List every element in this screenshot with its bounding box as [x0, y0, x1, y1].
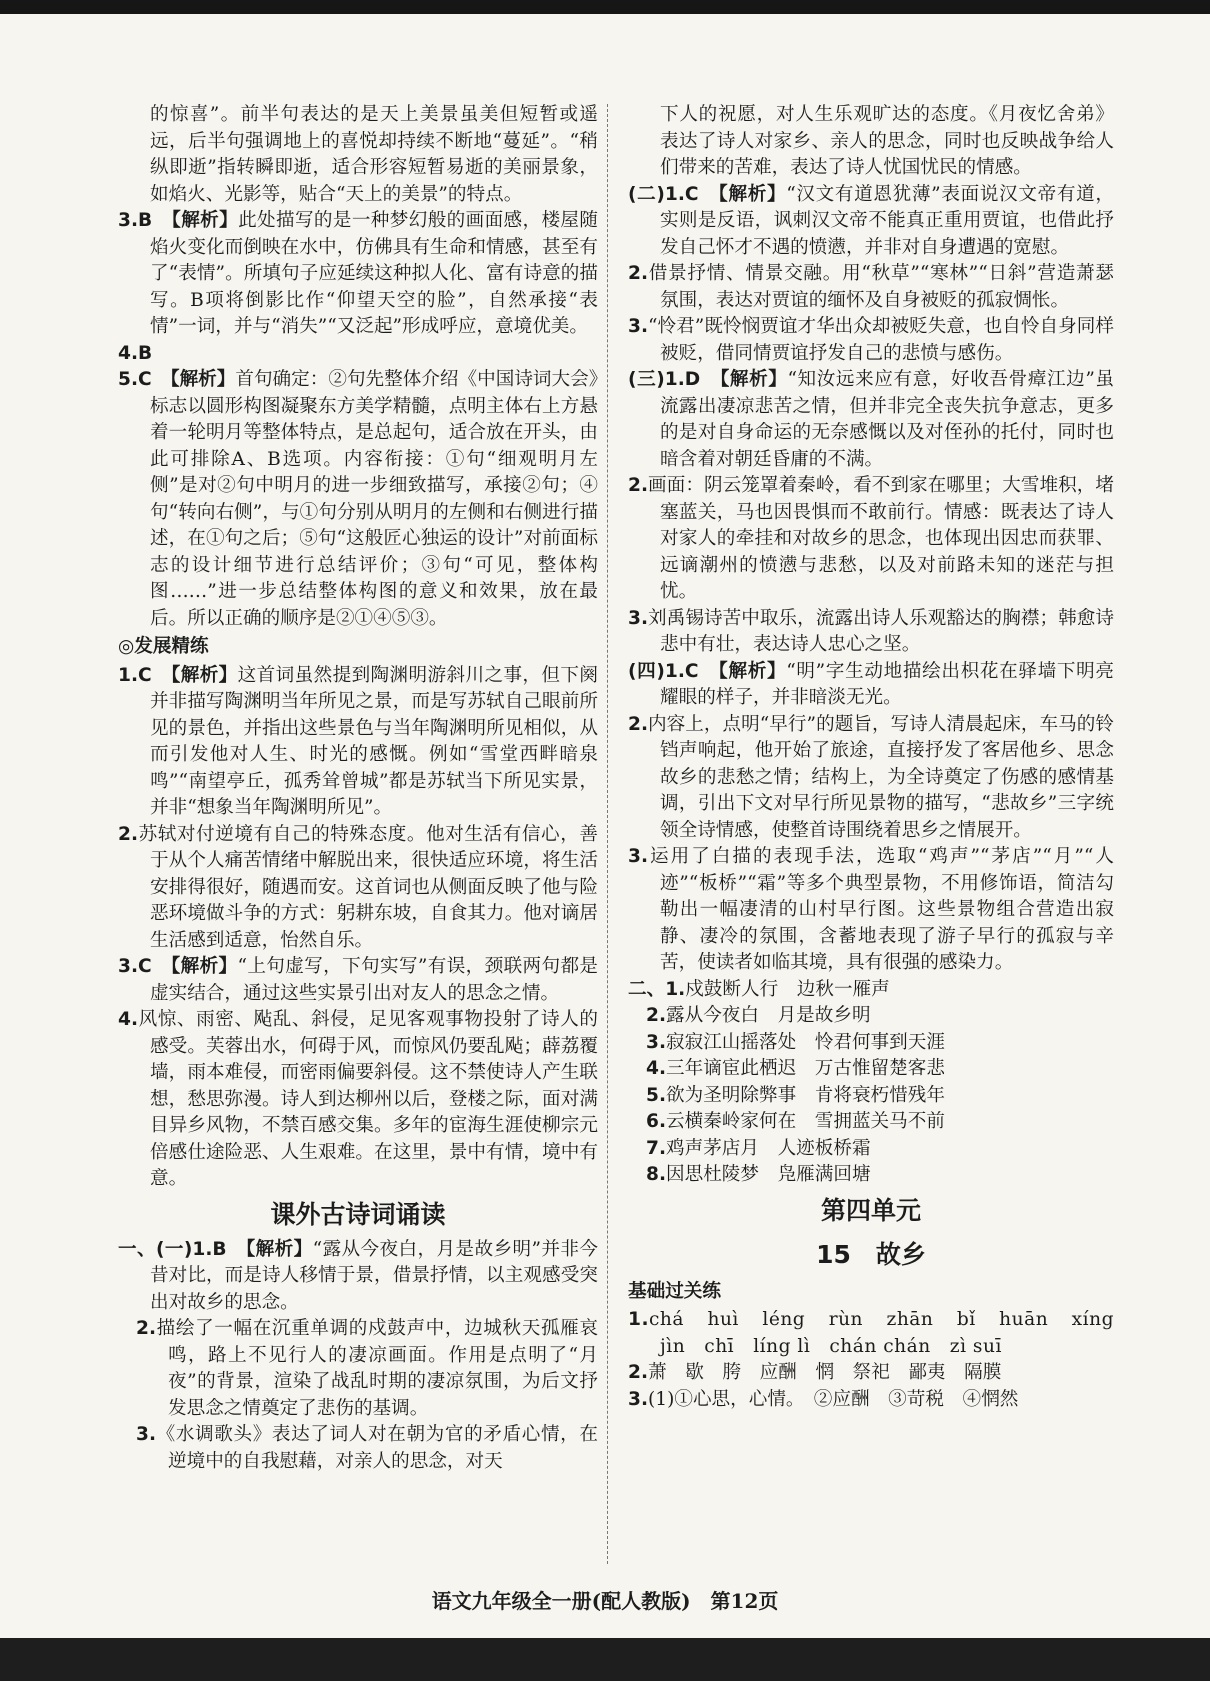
answer-item — [628, 314, 1114, 367]
answer-number: 1.C — [118, 664, 152, 686]
answer-item — [628, 1307, 1134, 1360]
section-heading: ◎发展精练 — [118, 636, 209, 657]
answer-number: 2. — [628, 263, 649, 284]
analysis-marker: 【解析】 — [170, 369, 236, 390]
answer-number: 3. — [628, 607, 649, 629]
answer-number: 3.C — [118, 956, 152, 977]
answer-text: 寂寂江山摇落处 怜君何事到天涯 — [666, 1031, 945, 1053]
answer-item — [628, 659, 1114, 712]
answer-number: 二、1. — [628, 978, 686, 1000]
answer-number: (二)1.C — [628, 183, 699, 205]
analysis-marker: 【解析】 — [720, 369, 788, 390]
answer-text: 云横秦岭家何在 雪拥蓝关马不前 — [666, 1111, 945, 1132]
answer-text: 运用了白描的表现手法，选取“鸡声”“茅店”“月”“人迹”“板桥”“霜”等多个典型景物，不用修饰语，简洁勾勒出一幅凄清的山村早行图。这些景物组合营造出寂静、凄冷的氛围，含蓄地表现了游子早行的孤寂与辛苦，使读者如临其境，具有很强的感染力。 — [648, 846, 1114, 973]
answer-item — [118, 822, 598, 955]
answer-number: 4.B — [118, 342, 153, 364]
answer-item — [118, 663, 598, 822]
section-heading: 基础过关练 — [628, 1280, 721, 1302]
answer-item — [628, 1083, 1114, 1110]
answer-text: 萧 歇 胯 应酬 惘 祭祀 鄙夷 隔膜 — [648, 1362, 1002, 1383]
answer-item — [628, 1056, 1114, 1083]
analysis-marker: 【解析】 — [718, 660, 787, 682]
answer-text: 因思杜陵梦 凫雁满回塘 — [666, 1164, 871, 1185]
answer-number: 3. — [628, 846, 649, 867]
answer-number: 3. — [136, 1424, 157, 1445]
answer-number: 2. — [628, 713, 649, 735]
answer-item — [628, 1030, 1114, 1057]
answer-text: 借景抒情、情景交融。用“秋草”“寒林”“日斜”营造萧瑟氛围，表达对贾谊的缅怀及自身被贬的孤寂惆怅。 — [648, 263, 1114, 311]
answer-item — [118, 1007, 598, 1193]
section-title: 15 故乡 — [816, 1239, 926, 1269]
answer-text: 戍鼓断人行 边秋一雁声 — [685, 978, 890, 1000]
answer-item — [628, 1360, 1114, 1387]
answer-text: 内容上，点明“早行”的题旨，写诗人清晨起床，车马的铃铛声响起，他开始了旅途，直接抒发了客居他乡、思念故乡的悲愁之情；结构上，为全诗奠定了伤感的感情基调，引出下文对早行所见景物的描写，“悲故乡”三字统领全诗情感，使整首诗围绕着思乡之情展开。 — [648, 713, 1114, 841]
answer-number: 5.C — [118, 369, 152, 390]
answer-number: 3. — [628, 1388, 649, 1410]
answer-number: (四)1.C — [628, 660, 699, 682]
answer-item — [628, 606, 1114, 659]
answer-text: “怜君”既怜悯贾谊才华出众却被贬失意，也自怜自身同样被贬，借同情贾谊抒发自己的悲愤与感伤。 — [648, 316, 1114, 364]
answer-number: 2. — [646, 1005, 667, 1026]
answer-item — [628, 1162, 1114, 1189]
answer-number: (三)1.D — [628, 369, 701, 390]
answer-text: (1)①心思，心情。 ②应酬 ③苛税 ④惘然 — [648, 1388, 1019, 1410]
answer-text: “汉文有道恩犹薄”表面说汉文帝有道，实则是反语，讽刺汉文帝不能真正重用贾谊，也借此抒发自己怀才不遇的愤懑，并非对自身遭遇的宽慰。 — [660, 183, 1114, 258]
answer-text: 风惊、雨密、飐乱、斜侵，足见客观事物投射了诗人的感受。芙蓉出水，何碍于风，而惊风仍要乱飐；薜荔覆墙，雨本难侵，而密雨偏要斜侵。这不禁使诗人产生联想，愁思弥漫。诗人到达柳州以后，登楼之际，面对满目异乡风物，不禁百感交集。多年的宦海生涯使柳宗元倍感仕途险恶、人生艰难。在这里，景中有情，境中有意。 — [138, 1009, 598, 1189]
answer-item — [118, 1422, 598, 1475]
answer-item — [628, 1136, 1114, 1163]
section-title: 课外古诗词诵读 — [270, 1199, 446, 1229]
answer-item — [628, 473, 1114, 606]
answer-text: 三年谪宦此栖迟 万古惟留楚客悲 — [666, 1058, 945, 1079]
answer-number: 一、(一)1.B — [118, 1238, 227, 1260]
analysis-marker: 【解析】 — [245, 1238, 313, 1260]
analysis-marker: 【解析】 — [170, 956, 238, 977]
answer-text: “露从今夜白，月是故乡明”并非今昔对比，而是诗人移情于景，借景抒情，以主观感受突出对故乡的思念。 — [150, 1238, 598, 1313]
answer-item — [628, 977, 1114, 1004]
answer-text: 画面：阴云笼罩着秦岭，看不到家在哪里；大雪堆积，堵塞蓝关，马也因畏惧而不敢前行。情感：既表达了诗人对家人的牵挂和对故乡的思念，也体现出因忠而获罪、远谪潮州的愤懑与悲愁，以及对前路未知的迷茫与担忧。 — [648, 475, 1114, 602]
section-title: 第四单元 — [820, 1195, 921, 1225]
answer-number: 1. — [628, 1309, 650, 1330]
answer-number: 7. — [646, 1137, 667, 1159]
analysis-marker: 【解析】 — [171, 664, 238, 686]
answer-item — [628, 1387, 1114, 1414]
analysis-marker: 【解析】 — [718, 183, 787, 205]
answer-number: 3.B — [118, 210, 153, 231]
answer-number: 2. — [136, 1318, 157, 1339]
answer-text: 欲为圣明除弊事 肯将衰朽惜残年 — [666, 1084, 945, 1106]
answer-number: 2. — [628, 1362, 649, 1383]
answer-number: 2. — [628, 475, 649, 496]
answer-number: 6. — [646, 1111, 667, 1132]
answer-text: “上句虚写，下句实写”有误，颈联两句都是虚实结合，通过这些实景引出对友人的思念之情。 — [150, 956, 598, 1004]
answer-item — [118, 341, 598, 368]
answer-item — [628, 1003, 1114, 1030]
answer-item — [628, 261, 1114, 314]
analysis-marker: 【解析】 — [171, 210, 239, 231]
answer-number: 4. — [646, 1058, 667, 1079]
answer-item — [628, 367, 1114, 473]
answer-text: 苏轼对付逆境有自己的特殊态度。他对生活有信心，善于从个人痛苦情绪中解脱出来，很快适应环境，将生活安排得很好，随遇而安。这首词也从侧面反映了他与险恶环境做斗争的方式：躬耕东坡，自食其力。他对谪居生活感到适意，怡然自乐。 — [138, 823, 598, 951]
answer-text: 露从今夜白 月是故乡明 — [666, 1005, 871, 1026]
answer-text: 此处描写的是一种梦幻般的画面感，楼屋随焰火变化而倒映在水中，仿佛具有生命和情感，甚至有了“表情”。所填句子应延续这种拟人化、富有诗意的描写。B项将倒影比作“仰望天空的脸”，自然承接“表情”一词，并与“消失”“又泛起”形成呼应，意境优美。 — [150, 210, 598, 337]
answer-text: 描绘了一幅在沉重单调的戍鼓声中，边城秋天孤雁哀鸣，路上不见行人的凄凉画面。作用是点明了“月夜”的背景，渲染了战乱时期的凄凉氛围，为后文抒发思念之情奠定了悲伤的基调。 — [156, 1318, 598, 1419]
answer-text: chá huì léng rùn zhān bǐ huān xíng jìn chī líng lì chán chán zì suī — [649, 1309, 1134, 1357]
answer-item — [118, 1316, 598, 1422]
answer-item — [118, 1237, 598, 1317]
answer-text: 首句确定：②句先整体介绍《中国诗词大会》标志以圆形构图凝聚东方美学精髓，点明主体右上方悬着一轮明月等整体特点，是总起句，适合放在开头，由此可排除A、B选项。内容衔接：①句“细观明月左侧”是对②句中明月的进一步细致描写，承接②句；④句“转向右侧”，与①句分别从明月的左侧和右侧进行描述，在①句之后；⑤句“这般匠心独运的设计”对前面标志的设计细节进行总结评价；③句“可见，整体构图……”进一步总结整体构图的意义和效果，放在最后。所以正确的顺序是②①④⑤③。 — [150, 369, 598, 629]
page-footer: 语文九年级全一册(配人教版) 第12页 — [431, 1589, 779, 1613]
answer-item — [118, 367, 598, 632]
paragraph: 下人的祝愿，对人生乐观旷达的态度。《月夜忆舍弟》表达了诗人对家乡、亲人的思念，同时也反映战争给人们带来的苦难，表达了诗人忧国忧民的情感。 — [660, 104, 1114, 178]
paragraph: 的惊喜”。前半句表达的是天上美景虽美但短暂或遥远，后半句强调地上的喜悦却持续不断地“蔓延”。“稍纵即逝”指转瞬即逝，适合形容短暂易逝的美丽景象，如焰火、光影等，贴合“天上的美景”的特点。 — [150, 104, 598, 205]
answer-item — [628, 1109, 1114, 1136]
answer-number: 5. — [646, 1084, 667, 1106]
answer-number: 3. — [628, 316, 649, 337]
right-column — [628, 102, 1134, 1413]
top-scan-border — [0, 0, 1210, 14]
left-column — [118, 102, 598, 1475]
bottom-scan-border — [0, 1638, 1210, 1681]
answer-text: 《水调歌头》表达了词人对在朝为官的矛盾心情，在逆境中的自我慰藉，对亲人的思念，对天 — [156, 1424, 598, 1472]
answer-number: 2. — [118, 823, 139, 845]
answer-text: 这首词虽然提到陶渊明游斜川之事，但下阕并非描写陶渊明当年所见之景，而是写苏轼自己眼前所见的景色，并指出这些景色与当年陶渊明所见相似，从而引发他对人生、时光的感慨。例如“雪堂西畔暗泉鸣”“南望亭丘，孤秀耸曾城”都是苏轼当下所见实景，并非“想象当年陶渊明所见”。 — [150, 664, 598, 818]
answer-item — [628, 182, 1114, 262]
answer-item — [628, 712, 1114, 845]
answer-text: 鸡声茅店月 人迹板桥霜 — [666, 1137, 871, 1159]
answer-item — [628, 844, 1114, 977]
answer-text: 刘禹锡诗苦中取乐，流露出诗人乐观豁达的胸襟；韩愈诗悲中有壮，表达诗人忠心之坚。 — [648, 607, 1114, 655]
answer-item — [118, 208, 598, 341]
answer-text: “知汝远来应有意，好收吾骨瘴江边”虽流露出凄凉悲苦之情，但并非完全丧失抗争意志，更多的是对自身命运的无奈感慨以及对侄孙的托付，同时也暗含着对朝廷昏庸的不满。 — [660, 369, 1115, 470]
column-divider — [607, 104, 608, 1564]
answer-number: 4. — [118, 1009, 139, 1030]
answer-number: 8. — [646, 1164, 667, 1185]
answer-item — [118, 954, 598, 1007]
answer-text: “明”字生动地描绘出枳花在驿墙下明亮耀眼的样子，并非暗淡无光。 — [660, 660, 1114, 708]
answer-number: 3. — [646, 1031, 667, 1053]
